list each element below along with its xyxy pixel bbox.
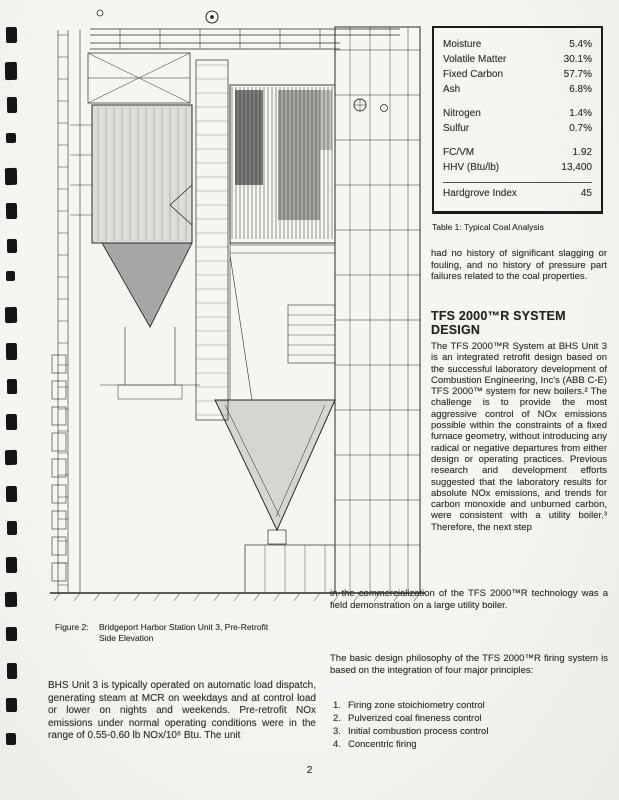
bottom-equipment: [245, 545, 335, 593]
scan-artifact-mark: [6, 698, 17, 712]
scan-artifact-mark: [7, 97, 17, 113]
row-value: 1.4%: [569, 108, 592, 119]
scan-artifact-mark: [6, 133, 16, 143]
list-item-number: 2.: [333, 713, 341, 724]
list-item-number: 3.: [333, 726, 341, 737]
table-caption: Table 1: Typical Coal Analysis: [432, 222, 544, 232]
row-value: 1.92: [572, 147, 592, 158]
table-row: [443, 182, 592, 201]
right-casing: [335, 27, 420, 593]
gas-flow-lines: [230, 243, 335, 400]
scan-artifact-mark: [6, 733, 16, 745]
figure-caption-line2: Side Elevation: [99, 632, 154, 643]
list-item: [333, 738, 608, 751]
furnace-hopper: [100, 243, 200, 399]
economizer: [288, 305, 335, 363]
section-heading: TFS 2000™R SYSTEM DESIGN: [431, 309, 566, 337]
scan-artifact-mark: [6, 203, 17, 219]
table-row: [443, 106, 592, 121]
list-item-text: Firing zone stoichiometry control: [348, 700, 485, 711]
row-label: Ash: [443, 84, 461, 95]
list-item-number: 1.: [333, 700, 341, 711]
figure-caption: [55, 622, 345, 643]
table-row: [443, 82, 592, 97]
figure-caption-label: Figure 2:: [55, 622, 89, 632]
scan-artifact-mark: [6, 627, 17, 641]
scan-artifact-mark: [5, 168, 17, 185]
row-value: 13,400: [561, 162, 592, 173]
scan-artifact-mark: [5, 450, 17, 465]
scan-artifact-mark: [6, 557, 17, 573]
table-row: [443, 160, 592, 175]
left-column-paragraph: BHS Unit 3 is typically operated on automatic load dispatch, generating steam at MCR on weekdays and at control load or lower on nights and weekends. Pre-retrofit NOx emissions under normal operating conditions were in the range of 0.55-0.60 lb NOx/10⁶ Btu. The unit: [48, 680, 316, 742]
intro-paragraph: had no history of significant slagging or fouling, and no history of pressure part failures related to the coal properties.: [431, 248, 607, 282]
scan-artifact-mark: [6, 27, 17, 43]
boiler-elevation-drawing: [40, 5, 435, 618]
left-ladder-tower: [52, 30, 80, 593]
row-label: FC/VM: [443, 147, 475, 158]
scan-artifact-mark: [6, 486, 17, 502]
body-paragraph-continued: in the commercialization of the TFS 2000™R technology was a field demonstration on a large utility boiler.: [330, 588, 608, 611]
row-label: Nitrogen: [443, 108, 481, 119]
row-value: 45: [580, 188, 592, 199]
list-item-text: Pulverized coal fineness control: [348, 713, 482, 724]
scan-artifact-mark: [6, 343, 17, 360]
row-value: 6.8%: [569, 84, 592, 95]
scan-artifact-mark: [7, 379, 17, 394]
page-number: 2: [306, 764, 313, 776]
row-label: Moisture: [443, 39, 482, 50]
list-item-text: Concentric firing: [348, 739, 417, 750]
figure-caption-line1: Bridgeport Harbor Station Unit 3, Pre-Retrofit: [99, 622, 269, 632]
furnace-section: [70, 105, 192, 243]
center-column: [196, 60, 228, 420]
principles-list: [333, 699, 608, 751]
coal-analysis-table: [432, 26, 603, 214]
philosophy-paragraph: The basic design philosophy of the TFS 2000™R firing system is based on the integration of four major principles:: [330, 653, 608, 676]
row-label: HHV (Btu/lb): [443, 162, 500, 173]
tube-bank: [230, 85, 335, 253]
scan-artifact-mark: [5, 307, 17, 323]
air-duct-brace: [88, 53, 190, 103]
list-item: [333, 725, 608, 738]
scan-artifact-mark: [5, 62, 17, 80]
list-item: [333, 699, 608, 712]
row-value: 0.7%: [569, 123, 592, 134]
lower-hopper: [215, 400, 335, 544]
row-value: 30.1%: [563, 54, 592, 65]
scan-artifact-mark: [6, 414, 17, 430]
table-row: [443, 52, 592, 67]
row-value: 5.4%: [569, 39, 592, 50]
scan-artifact-mark: [7, 663, 17, 679]
scan-artifact-mark: [5, 592, 17, 607]
scan-artifact-mark: [7, 521, 17, 535]
table-row: [443, 145, 592, 160]
table-row: [443, 121, 592, 136]
row-value: 57.7%: [563, 69, 592, 80]
list-item-text: Initial combustion process control: [348, 726, 489, 737]
table-row: [443, 67, 592, 82]
top-piping: [90, 10, 400, 49]
table-row: [443, 37, 592, 52]
body-paragraph: The TFS 2000™R System at BHS Unit 3 is an integrated retrofit design based on the successful laboratory development of Combustion Engineering, Inc's (ABB C-E) TFS 2000™ system for new boilers.² The challenge is to provide the most aggressive control of NOx emissions possible within the constraints of a fixed furnace geometry, without introducing any radical or negative departures from either design or operating practices. Previous research and development efforts suggested that the laboratory results for absolute NOx emissions, and trends for carbon monoxide and unburned carbon, were consistent with a utility boiler.³ Therefore, the next step: [431, 341, 607, 533]
list-item: [333, 712, 608, 725]
row-label: Volatile Matter: [443, 54, 507, 65]
row-label: Fixed Carbon: [443, 69, 504, 80]
scan-artifact-mark: [6, 271, 15, 281]
row-label: Hardgrove Index: [443, 188, 517, 199]
scan-artifact-mark: [7, 239, 17, 253]
list-item-number: 4.: [333, 739, 341, 750]
row-label: Sulfur: [443, 123, 470, 134]
